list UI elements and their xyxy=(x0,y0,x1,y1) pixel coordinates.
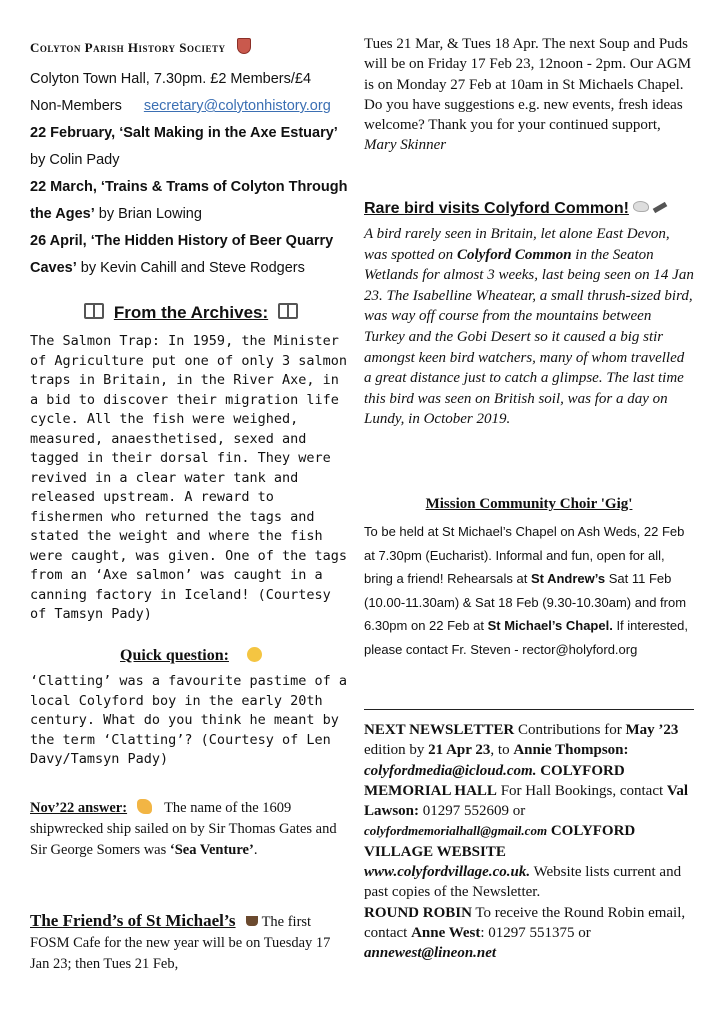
newsletter-text: edition by xyxy=(364,742,429,759)
answer-text: The name of the 1609 shipwrecked ship sailed on by Sir Thomas Gates and Sir George Somers was xyxy=(30,800,337,858)
talk-2 xyxy=(30,174,352,228)
newsletter-deadline: 21 Apr 23 xyxy=(428,742,491,759)
talk-3 xyxy=(30,228,352,282)
newsletter-text: , to xyxy=(490,742,514,759)
society-events xyxy=(30,66,352,282)
newsletter-edition: May ’23 xyxy=(625,722,679,738)
memorial-hall-heading: COLYFORD MEMORIAL HALL xyxy=(364,762,625,799)
archives-heading xyxy=(30,303,352,323)
society-venue: Colyton Town Hall, 7.30pm. £2 Members/£4 xyxy=(30,71,312,87)
choir-location-2: St Michael’s Chapel. xyxy=(487,618,613,633)
round-robin-heading: ROUND ROBIN xyxy=(364,904,472,921)
village-website-link[interactable]: www.colyfordvillage.co.uk. xyxy=(364,864,531,881)
choir-location-1: St Andrew’s xyxy=(530,571,606,586)
answer-ship-name: ‘Sea Venture’ xyxy=(169,842,254,858)
talk-3-title: 26 April, ‘The Hidden History of Beer Quarry Caves’ xyxy=(30,233,334,276)
fosm-paragraph xyxy=(30,910,352,975)
answer-end: . xyxy=(253,842,258,858)
newsletter-contact: Annie Thompson: xyxy=(513,742,629,759)
village-website-heading: COLYFORD VILLAGE WEBSITE xyxy=(364,823,636,860)
thinking-face-icon xyxy=(247,647,262,662)
newsletter-info xyxy=(364,720,694,964)
next-newsletter-heading: NEXT NEWSLETTER xyxy=(364,722,515,738)
newsletter-text: Contributions for xyxy=(514,722,626,738)
clapping-hands-icon xyxy=(137,799,152,814)
fosm-signature: Mary Skinner xyxy=(364,137,447,154)
fosm-heading: The Friend’s of St Michael’s xyxy=(30,911,236,930)
open-book-icon xyxy=(278,303,298,319)
society-email-link[interactable]: secretary@colytonhistory.org xyxy=(143,98,331,114)
archives-body: The Salmon Trap: In 1959, the Minister of Agriculture put one of only 3 salmon traps in Britain, in the River Axe, in a bid to discover their migration life cycle. All the fish were weighed, measured, anaesthetised, sexed and tagged in their dorsal fin. They were revived in a clear water tank and released upstream. A reward to fishermen who returned the tags and stated the weight and where the fish were caught, was given. One of the tags from an ‘Axe salmon’ was caught in a canning factory in Iceland! (Courtesy of Tamsyn Pady) xyxy=(30,333,347,622)
bird-heading xyxy=(364,200,694,218)
archives-heading-text: From the Archives: xyxy=(113,303,269,322)
choir-body xyxy=(364,520,694,661)
section-divider xyxy=(364,709,694,710)
fosm-body-left: The first FOSM Cafe for the new year will be on Tuesday 17 Jan 23; then Tues 21 Feb, xyxy=(30,914,331,972)
memorial-hall-contact: Val Lawson: xyxy=(364,782,689,820)
society-nonmembers-line xyxy=(30,93,352,120)
round-robin-phone: : 01297 551375 or xyxy=(480,924,591,941)
newsletter-email-link[interactable]: colyfordmedia@icloud.com. xyxy=(364,762,537,779)
choir-body-a: To be held at St Michael’s Chapel on Ash Weds, 22 Feb at 7.30pm (Eucharist). Informal and fun, open for all, bring a friend! Rehearsals at xyxy=(364,524,685,586)
bird-body-a: A bird rarely seen in Britain, let alone East Devon, was spotted on xyxy=(364,226,670,263)
memorial-hall-phone: 01297 552609 or xyxy=(419,803,526,820)
quick-question-heading-text: Quick question: xyxy=(120,647,229,664)
right-column xyxy=(364,0,694,1024)
coffee-cup-icon xyxy=(246,916,258,926)
round-robin-email-link[interactable]: annewest@lineon.net xyxy=(364,945,497,962)
bird-body-b: in the Seaton Wetlands for almost 3 weeks, last being seen on 14 Jan 23. The Isabelline Wheatear, a small thrush-sized bird, was way off course from the mountains between Turkey and the Gobi Desert so it caused a big stir amongst keen bird watchers, many of whom travelled a great distance just to catch a glimpse. The last time this bird was seen on British soil, was for a day on Lundy, in October 2019. xyxy=(364,246,694,428)
bird-place: Colyford Common xyxy=(456,246,572,263)
talk-3-speaker: by Kevin Cahill and Steve Rodgers xyxy=(76,260,305,276)
fosm-body-right: Tues 21 Mar, & Tues 18 Apr. The next Soup and Puds will be on Friday 17 Feb 23, 12noon - 2pm. Our AGM is on Monday 27 Feb at 10am in St Michaels Chapel. Do you have suggestions e.g. new events, fresh ideas welcome? Thank you for your continued support, xyxy=(364,36,692,134)
shield-icon xyxy=(237,38,251,54)
choir-heading: Mission Community Choir 'Gig' xyxy=(425,496,633,512)
quick-question-body: ‘Clatting’ was a favourite pastime of a local Colyford boy in the early 20th century. What do you think he meant by the term ‘Clatting’? (Courtesy of Len Davy/Tamsyn Pady) xyxy=(30,673,347,767)
telescope-icon xyxy=(653,202,668,213)
dove-icon xyxy=(633,201,649,212)
round-robin-contact: Anne West xyxy=(411,924,481,941)
talk-1 xyxy=(30,120,352,174)
talk-1-title: 22 February, ‘Salt Making in the Axe Estuary’ xyxy=(30,125,338,141)
open-book-icon xyxy=(84,303,104,319)
talk-1-speaker: by Colin Pady xyxy=(30,152,120,168)
left-column xyxy=(30,0,352,1024)
nonmembers-text: Non-Members xyxy=(30,98,122,114)
choir-body-b: Sat 11 Feb (10.00-11.30am) & Sat 18 Feb (9.30-10.30am) and from 6.30pm on 22 Feb at xyxy=(364,571,687,633)
choir-body-c: If interested, please contact Fr. Steven - rector@holyford.org xyxy=(364,618,688,657)
bird-body xyxy=(364,224,694,430)
quick-question-heading xyxy=(30,647,352,665)
society-title-text: Colyton Parish History Society xyxy=(30,40,226,55)
answer-label: Nov’22 answer: xyxy=(30,800,128,816)
village-website-text: Website lists current and past copies of the Newsletter. xyxy=(364,864,682,901)
answer-paragraph xyxy=(30,798,352,861)
round-robin-text: To receive the Round Robin email, contact xyxy=(364,904,686,941)
talk-2-title: 22 March, ‘Trains & Trams of Colyton Through the Ages’ xyxy=(30,179,348,222)
fosm-continued xyxy=(364,34,694,156)
society-title xyxy=(30,38,352,56)
memorial-hall-email-link[interactable]: colyfordmemorialhall@gmail.com xyxy=(364,823,548,839)
talk-2-speaker: by Brian Lowing xyxy=(94,206,202,222)
bird-heading-text: Rare bird visits Colyford Common! xyxy=(364,200,629,217)
memorial-hall-text: For Hall Bookings, contact xyxy=(496,782,667,799)
